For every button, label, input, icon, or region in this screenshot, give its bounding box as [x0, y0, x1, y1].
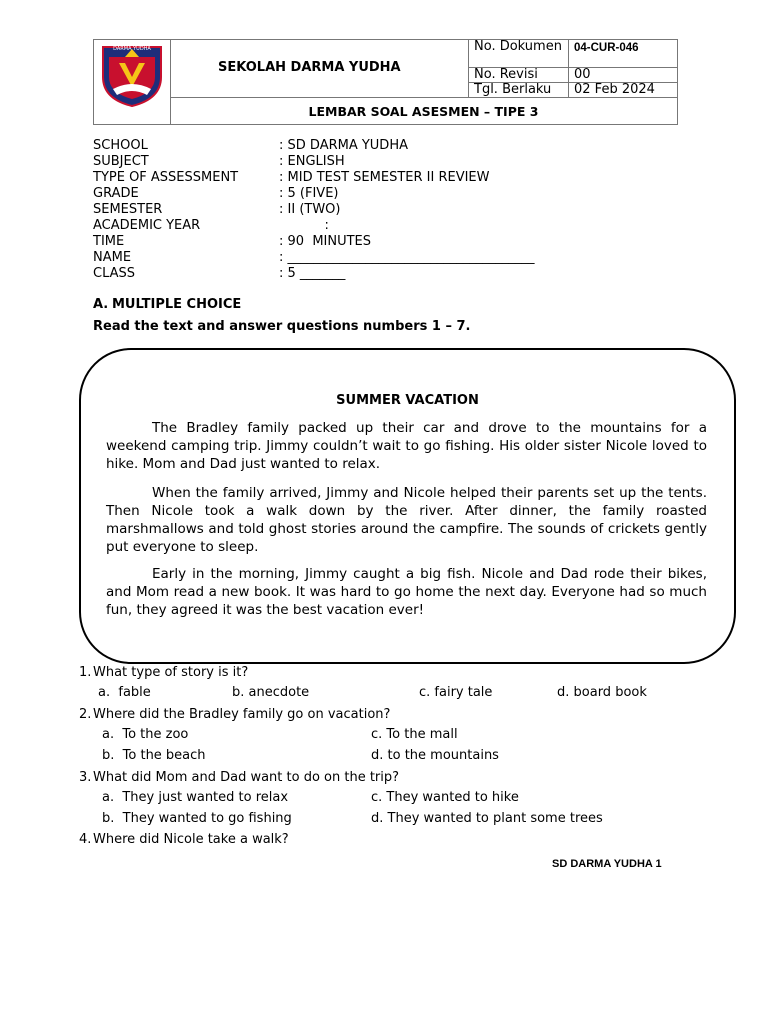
question-text: Where did Nicole take a walk?: [93, 832, 289, 847]
question-number: 2.: [79, 707, 92, 722]
info-label: NAME: [93, 250, 132, 265]
question-number: 1.: [79, 665, 92, 680]
answer-option[interactable]: b. anecdote: [232, 685, 310, 700]
document-header-table: [93, 39, 678, 125]
question-text: What type of story is it?: [93, 665, 249, 680]
story-paragraph: The Bradley family packed up their car and drove to the mountains for a weekend camping trip. Jimmy couldn’t wait to go fishing. His older sister Nicole loved to hike. Mom and Dad just wanted to relax.: [106, 420, 707, 472]
answer-option[interactable]: b. They wanted to go fishing: [102, 811, 292, 826]
answer-option[interactable]: d. board book: [557, 685, 647, 700]
logo-text: DARMA YUDHA: [113, 46, 151, 52]
question-text: What did Mom and Dad want to do on the trip?: [93, 770, 400, 785]
doc-number-label: No. Dokumen: [474, 39, 562, 54]
info-label: SEMESTER: [93, 202, 163, 217]
header-divider: [468, 40, 469, 97]
answer-option[interactable]: c. They wanted to hike: [371, 790, 519, 805]
section-letter: A.: [93, 297, 109, 312]
info-value: : II (TWO): [279, 202, 341, 217]
info-label: TIME: [93, 234, 125, 249]
school-logo: [99, 43, 165, 107]
info-label: TYPE OF ASSESSMENT: [93, 170, 239, 185]
name-field[interactable]: : ______________________________________: [279, 250, 535, 265]
effective-date-label: Tgl. Berlaku: [474, 82, 552, 97]
class-field[interactable]: : 5 _______: [279, 266, 346, 281]
answer-option[interactable]: d. They wanted to plant some trees: [371, 811, 603, 826]
info-value: : ENGLISH: [279, 154, 345, 169]
header-divider: [170, 97, 677, 98]
info-label: GRADE: [93, 186, 139, 201]
answer-option[interactable]: a. To the zoo: [102, 727, 189, 742]
info-label: ACADEMIC YEAR: [93, 218, 201, 233]
story-title: SUMMER VACATION: [336, 393, 479, 408]
question-text: Where did the Bradley family go on vacation?: [93, 707, 391, 722]
answer-option[interactable]: b. To the beach: [102, 748, 206, 763]
answer-option[interactable]: a. They just wanted to relax: [102, 790, 289, 805]
info-value: : MID TEST SEMESTER II REVIEW: [279, 170, 490, 185]
story-paragraph: Early in the morning, Jimmy caught a big fish. Nicole and Dad rode their bikes, and Mom read a new book. It was hard to go home the next day. Everyone had so much fun, they agreed it was the best vacation ever!: [106, 566, 707, 618]
info-label: SCHOOL: [93, 138, 148, 153]
info-label: CLASS: [93, 266, 136, 281]
question-number: 4.: [79, 832, 92, 847]
question-number: 3.: [79, 770, 92, 785]
answer-option[interactable]: d. to the mountains: [371, 748, 499, 763]
doc-number-value: 04-CUR-046: [574, 42, 639, 54]
answer-option[interactable]: c. To the mall: [371, 727, 458, 742]
section-instruction: Read the text and answer questions numbers 1 – 7.: [93, 319, 471, 334]
info-label: SUBJECT: [93, 154, 149, 169]
info-value: : 5 (FIVE): [279, 186, 339, 201]
page-footer: SD DARMA YUDHA 1: [552, 858, 662, 870]
answer-option[interactable]: c. fairy tale: [419, 685, 493, 700]
revision-value: 00: [574, 67, 591, 82]
effective-date-value: 02 Feb 2024: [574, 82, 655, 97]
section-title: MULTIPLE CHOICE: [112, 297, 242, 312]
info-value: :: [279, 218, 329, 233]
story-paragraph: When the family arrived, Jimmy and Nicole helped their parents set up the tents. Then Nicole took a walk down by the river. After dinner, the family roasted marshmallows and told ghost stories around the campfire. The sounds of crickets gently put everyone to sleep.: [106, 485, 707, 555]
info-value: : SD DARMA YUDHA: [279, 138, 408, 153]
sheet-title: LEMBAR SOAL ASESMEN – TIPE 3: [308, 104, 539, 119]
info-value: : 90 MINUTES: [279, 234, 372, 249]
header-divider: [568, 40, 569, 97]
answer-option[interactable]: a. fable: [98, 685, 151, 700]
revision-label: No. Revisi: [474, 67, 538, 82]
school-name: SEKOLAH DARMA YUDHA: [218, 60, 401, 75]
